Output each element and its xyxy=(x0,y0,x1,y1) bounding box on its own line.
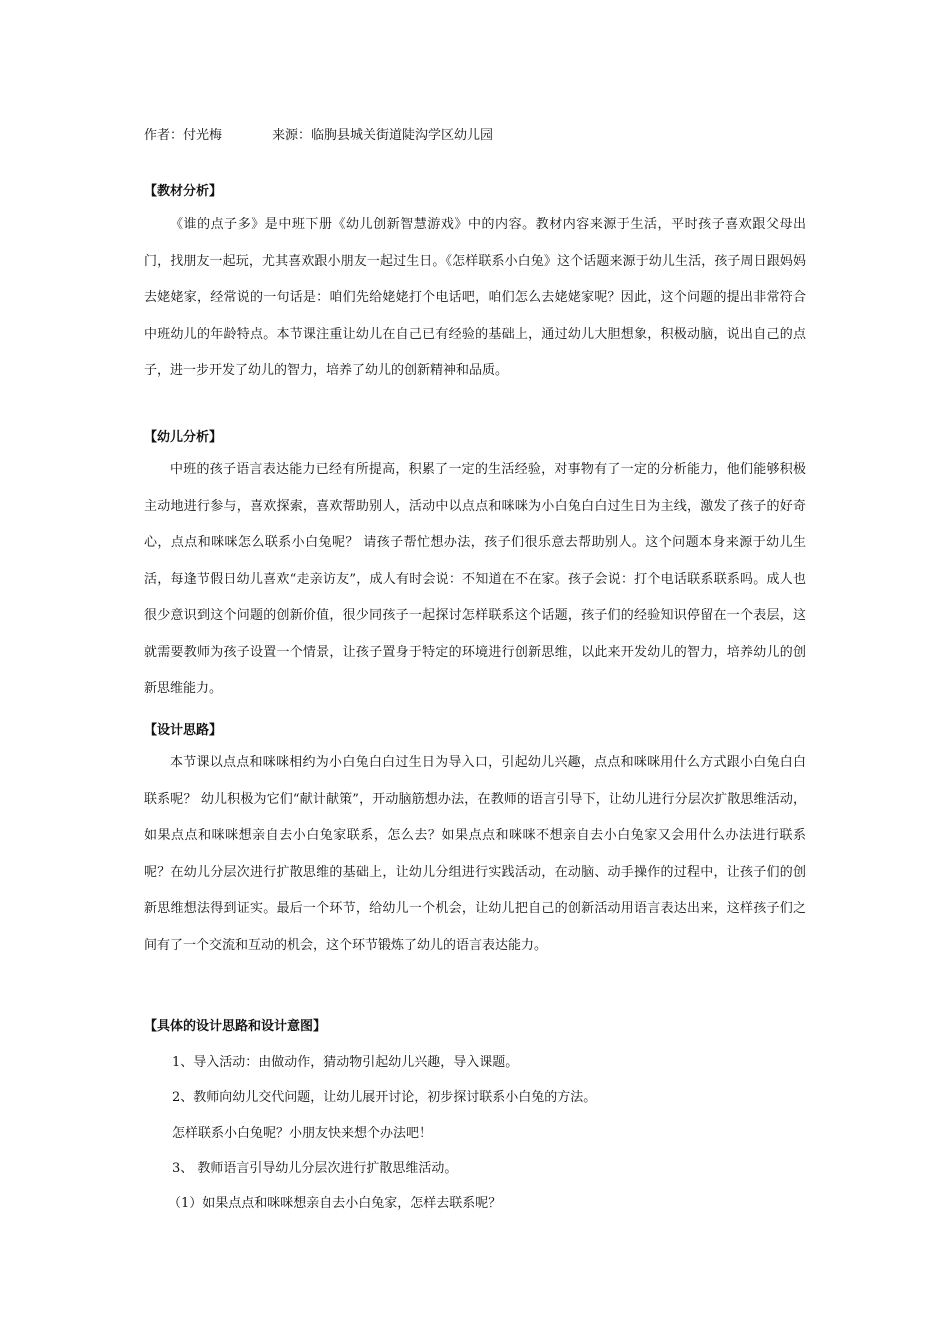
document-meta xyxy=(144,127,493,145)
detail-design-heading: 【具体的设计思路和设计意图】 xyxy=(144,1019,327,1034)
design-idea-paragraph: 本节课以点点和咪咪相约为小白兔白白过生日为导入口，引起幼儿兴趣，点点和咪咪用什么方式跟小白兔白白联系呢？ 幼儿积极为它们“献计献策”，开动脑筋想办法，在教师的语言引导下，让幼儿进行分层次扩散思维活动， 如果点点和咪咪想亲自去小白兔家联系，怎么去？如果点点和咪咪不想亲自去小白兔家又会用什么办法进行联系呢？在幼儿分层次进行扩散思维的基础上，让幼儿分组进行实践活动，在动脑、动手操作的过程中，让孩子们的创新思维想法得到证实。最后一个环节，给幼儿一个机会，让幼儿把自己的创新活动用语言表达出来，这样孩子们之间有了一个交流和互动的机会，这个环节锻炼了幼儿的语言表达能力。 xyxy=(144,755,806,953)
detail-subitem-1: （1）如果点点和咪咪想亲自去小白兔家，怎样去联系呢？ xyxy=(168,1196,502,1211)
detail-item-question: 怎样联系小白兔呢？小朋友快来想个办法吧！ xyxy=(172,1126,433,1141)
source-line: 来源：临朐县城关街道陡沟学区幼儿园 xyxy=(272,128,494,143)
material-analysis-paragraph: 《谁的点子多》是中班下册《幼儿创新智慧游戏》中的内容。教材内容来源于生活，平时孩子喜欢跟父母出门，找朋友一起玩，尤其喜欢跟小朋友一起过生日。《怎样联系小白兔》这个话题来源于幼儿生活，孩子周日跟妈妈去姥姥家，经常说的一句话是：咱们先给姥姥打个电话吧，咱们怎么去姥姥家呢？因此，这个问题的提出非常符合中班幼儿的年龄特点。本节课注重让幼儿在自己已有经验的基础上，通过幼儿大胆想象，积极动脑，说出自己的点子，进一步开发了幼儿的智力，培养了幼儿的创新精神和品质。 xyxy=(144,217,806,378)
design-idea-heading: 【设计思路】 xyxy=(144,723,223,738)
child-analysis-paragraph: 中班的孩子语言表达能力已经有所提高，积累了一定的生活经验，对事物有了一定的分析能力，他们能够积极主动地进行参与，喜欢探索，喜欢帮助别人，活动中以点点和咪咪为小白兔白白过生日为主线，激发了孩子的好奇心，点点和咪咪怎么联系小白兔呢？ 请孩子帮忙想办法，孩子们很乐意去帮助别人。这个问题本身来源于幼儿生活，每逢节假日幼儿喜欢“走亲访友”，成人有时会说：不知道在不在家。孩子会说：打个电话联系联系吗。成人也很少意识到这个问题的创新价值，很少同孩子一起探讨怎样联系这个话题，孩子们的经验知识停留在一个表层，这就需要教师为孩子设置一个情景，让孩子置身于特定的环境进行创新思维，以此来开发幼儿的智力，培养幼儿的创新思维能力。 xyxy=(144,462,806,696)
detail-item-1: 1、导入活动：由做动作，猜动物引起幼儿兴趣，导入课题。 xyxy=(172,1055,519,1070)
child-analysis-heading: 【幼儿分析】 xyxy=(144,430,223,445)
detail-item-3: 3、 教师语言引导幼儿分层次进行扩散思维活动。 xyxy=(172,1161,458,1176)
material-analysis-heading: 【教材分析】 xyxy=(144,184,223,199)
detail-item-2: 2、教师向幼儿交代问题，让幼儿展开讨论，初步探讨联系小白兔的方法。 xyxy=(172,1090,597,1105)
author-line: 作者：付光梅 xyxy=(144,128,223,143)
